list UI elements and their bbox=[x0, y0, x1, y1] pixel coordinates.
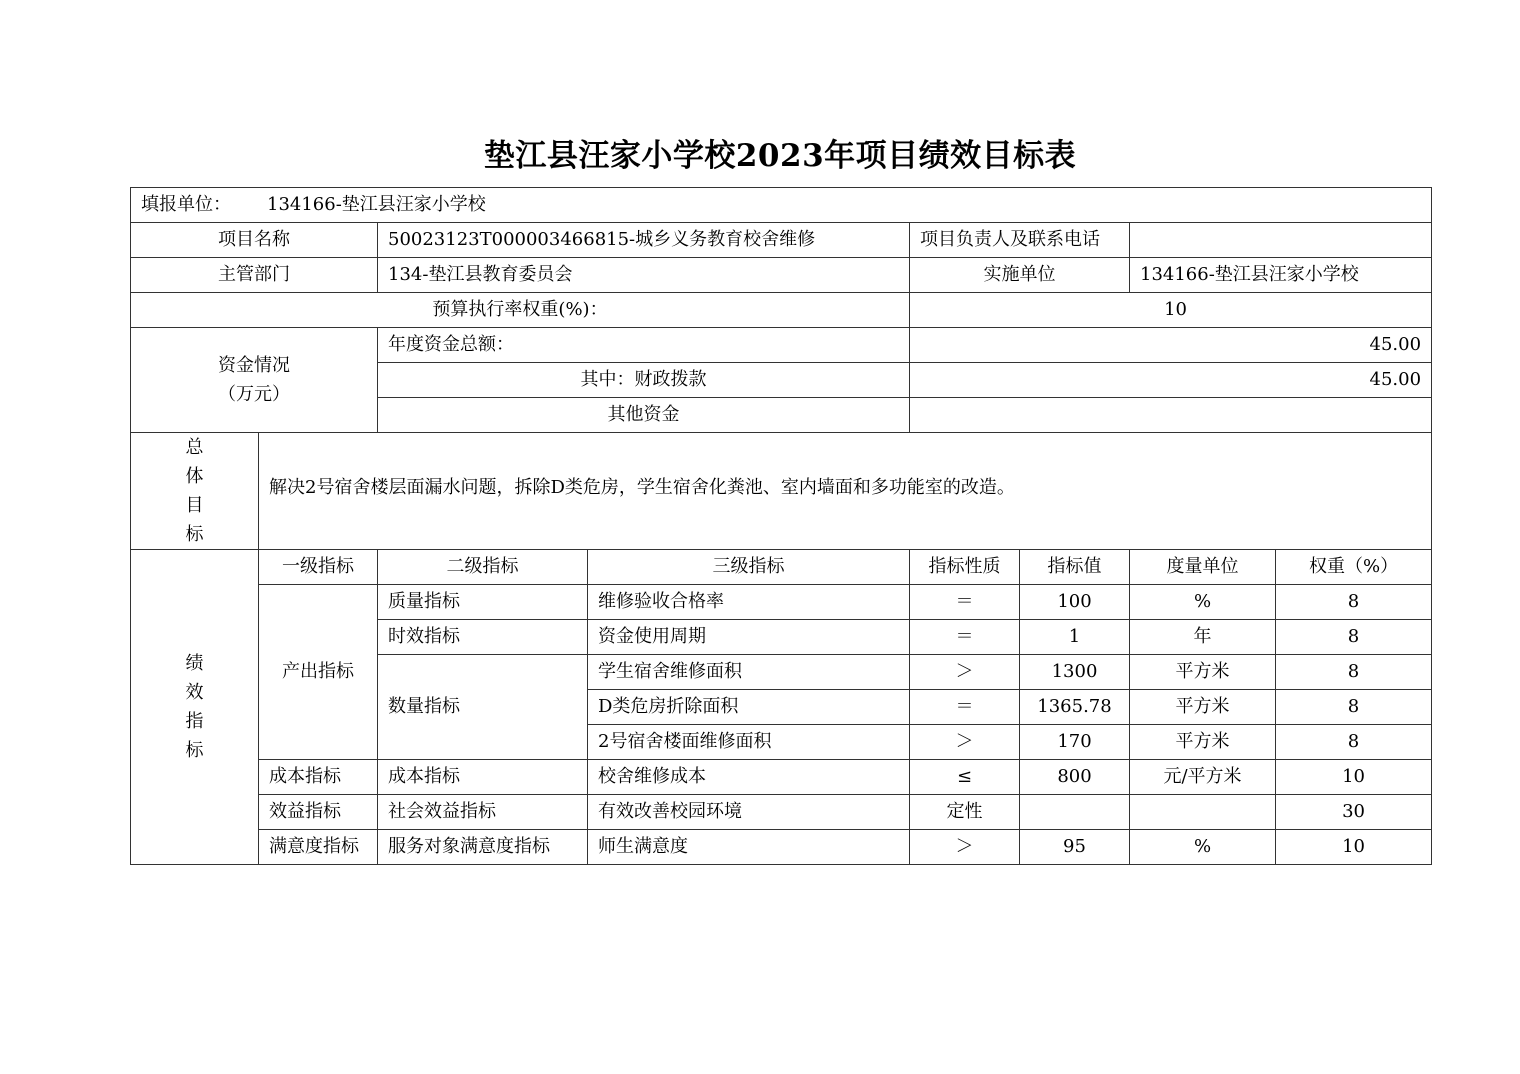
nature-cell: 定性 bbox=[910, 795, 1020, 830]
level1-output: 产出指标 bbox=[259, 585, 378, 760]
level2-cell: 服务对象满意度指标 bbox=[378, 830, 588, 865]
contact-label: 项目负责人及联系电话 bbox=[910, 223, 1130, 258]
unit-cell: 平方米 bbox=[1130, 690, 1276, 725]
value-cell: 1 bbox=[1020, 620, 1130, 655]
value-cell: 100 bbox=[1020, 585, 1130, 620]
level2-quantity: 数量指标 bbox=[378, 655, 588, 760]
filler-row bbox=[131, 188, 1432, 223]
value-cell: 800 bbox=[1020, 760, 1130, 795]
table-row bbox=[131, 830, 1432, 865]
level1-cell: 满意度指标 bbox=[259, 830, 378, 865]
budget-weight-value: 10 bbox=[910, 293, 1432, 328]
goal-label: 总体目标 bbox=[185, 437, 204, 545]
level3-cell: 校舍维修成本 bbox=[588, 760, 910, 795]
value-cell: 1365.78 bbox=[1020, 690, 1130, 725]
performance-target-table bbox=[130, 187, 1432, 865]
level2-quality: 质量指标 bbox=[378, 585, 588, 620]
level3-cell: 2号宿舍楼面维修面积 bbox=[588, 725, 910, 760]
level1-cell: 效益指标 bbox=[259, 795, 378, 830]
header-unit: 度量单位 bbox=[1130, 550, 1276, 585]
fiscal-label: 其中：财政拨款 bbox=[378, 363, 910, 398]
weight-cell: 10 bbox=[1276, 830, 1432, 865]
unit-cell: % bbox=[1130, 585, 1276, 620]
level2-cell: 成本指标 bbox=[378, 760, 588, 795]
level3-cell: 维修验收合格率 bbox=[588, 585, 910, 620]
indicator-section-cell bbox=[131, 550, 259, 865]
dept-label: 主管部门 bbox=[131, 258, 378, 293]
level3-cell: 学生宿舍维修面积 bbox=[588, 655, 910, 690]
filler-label: 填报单位： bbox=[141, 194, 231, 215]
level2-time: 时效指标 bbox=[378, 620, 588, 655]
weight-cell: 30 bbox=[1276, 795, 1432, 830]
filler-cell bbox=[131, 188, 1432, 223]
nature-cell: ＝ bbox=[910, 585, 1020, 620]
unit-cell: 元/平方米 bbox=[1130, 760, 1276, 795]
level3-cell: 有效改善校园环境 bbox=[588, 795, 910, 830]
funds-label bbox=[131, 328, 378, 433]
indicator-header-row bbox=[131, 550, 1432, 585]
unit-cell: 平方米 bbox=[1130, 655, 1276, 690]
table-row bbox=[131, 795, 1432, 830]
goal-row bbox=[131, 433, 1432, 550]
level3-cell: 师生满意度 bbox=[588, 830, 910, 865]
level1-cell: 成本指标 bbox=[259, 760, 378, 795]
unit-cell: 平方米 bbox=[1130, 725, 1276, 760]
level3-cell: D类危房折除面积 bbox=[588, 690, 910, 725]
impl-label: 实施单位 bbox=[910, 258, 1130, 293]
annual-total-label: 年度资金总额： bbox=[378, 328, 910, 363]
project-name-row bbox=[131, 223, 1432, 258]
weight-cell: 8 bbox=[1276, 585, 1432, 620]
annual-total-value: 45.00 bbox=[910, 328, 1432, 363]
goal-text: 解决2号宿舍楼层面漏水问题，拆除D类危房，学生宿舍化粪池、室内墙面和多功能室的改造。 bbox=[259, 433, 1432, 550]
table-row bbox=[131, 585, 1432, 620]
unit-cell bbox=[1130, 795, 1276, 830]
goal-label-cell bbox=[131, 433, 259, 550]
level3-cell: 资金使用周期 bbox=[588, 620, 910, 655]
indicator-section-label: 绩效指标 bbox=[185, 653, 204, 761]
level2-cell: 社会效益指标 bbox=[378, 795, 588, 830]
project-name-value: 50023123T000003466815-城乡义务教育校舍维修 bbox=[378, 223, 910, 258]
funds-label-line1: 资金情况 bbox=[218, 355, 290, 376]
header-weight: 权重（%） bbox=[1276, 550, 1432, 585]
funds-row-total bbox=[131, 328, 1432, 363]
weight-cell: 8 bbox=[1276, 655, 1432, 690]
nature-cell: ＞ bbox=[910, 725, 1020, 760]
header-value: 指标值 bbox=[1020, 550, 1130, 585]
page-title: 垫江县汪家小学校2023年项目绩效目标表 bbox=[483, 138, 1077, 174]
header-level3: 三级指标 bbox=[588, 550, 910, 585]
value-cell: 95 bbox=[1020, 830, 1130, 865]
nature-cell: ＞ bbox=[910, 830, 1020, 865]
unit-cell: 年 bbox=[1130, 620, 1276, 655]
impl-value: 134166-垫江县汪家小学校 bbox=[1130, 258, 1432, 293]
table-row bbox=[131, 760, 1432, 795]
filler-value: 134166-垫江县汪家小学校 bbox=[267, 194, 486, 215]
fiscal-value: 45.00 bbox=[910, 363, 1432, 398]
value-cell: 1300 bbox=[1020, 655, 1130, 690]
contact-value bbox=[1130, 223, 1432, 258]
weight-cell: 8 bbox=[1276, 690, 1432, 725]
header-level1: 一级指标 bbox=[259, 550, 378, 585]
dept-value: 134-垫江县教育委员会 bbox=[378, 258, 910, 293]
funds-label-line2: （万元） bbox=[218, 384, 290, 405]
weight-cell: 10 bbox=[1276, 760, 1432, 795]
project-name-label: 项目名称 bbox=[131, 223, 378, 258]
weight-cell: 8 bbox=[1276, 620, 1432, 655]
nature-cell: ＝ bbox=[910, 620, 1020, 655]
other-funds-label: 其他资金 bbox=[378, 398, 910, 433]
value-cell: 170 bbox=[1020, 725, 1130, 760]
header-nature: 指标性质 bbox=[910, 550, 1020, 585]
dept-row bbox=[131, 258, 1432, 293]
unit-cell: % bbox=[1130, 830, 1276, 865]
value-cell bbox=[1020, 795, 1130, 830]
budget-weight-label: 预算执行率权重(%)： bbox=[131, 293, 910, 328]
header-level2: 二级指标 bbox=[378, 550, 588, 585]
nature-cell: ≤ bbox=[910, 760, 1020, 795]
other-funds-value bbox=[910, 398, 1432, 433]
nature-cell: ＞ bbox=[910, 655, 1020, 690]
nature-cell: ＝ bbox=[910, 690, 1020, 725]
weight-cell: 8 bbox=[1276, 725, 1432, 760]
budget-weight-row bbox=[131, 293, 1432, 328]
